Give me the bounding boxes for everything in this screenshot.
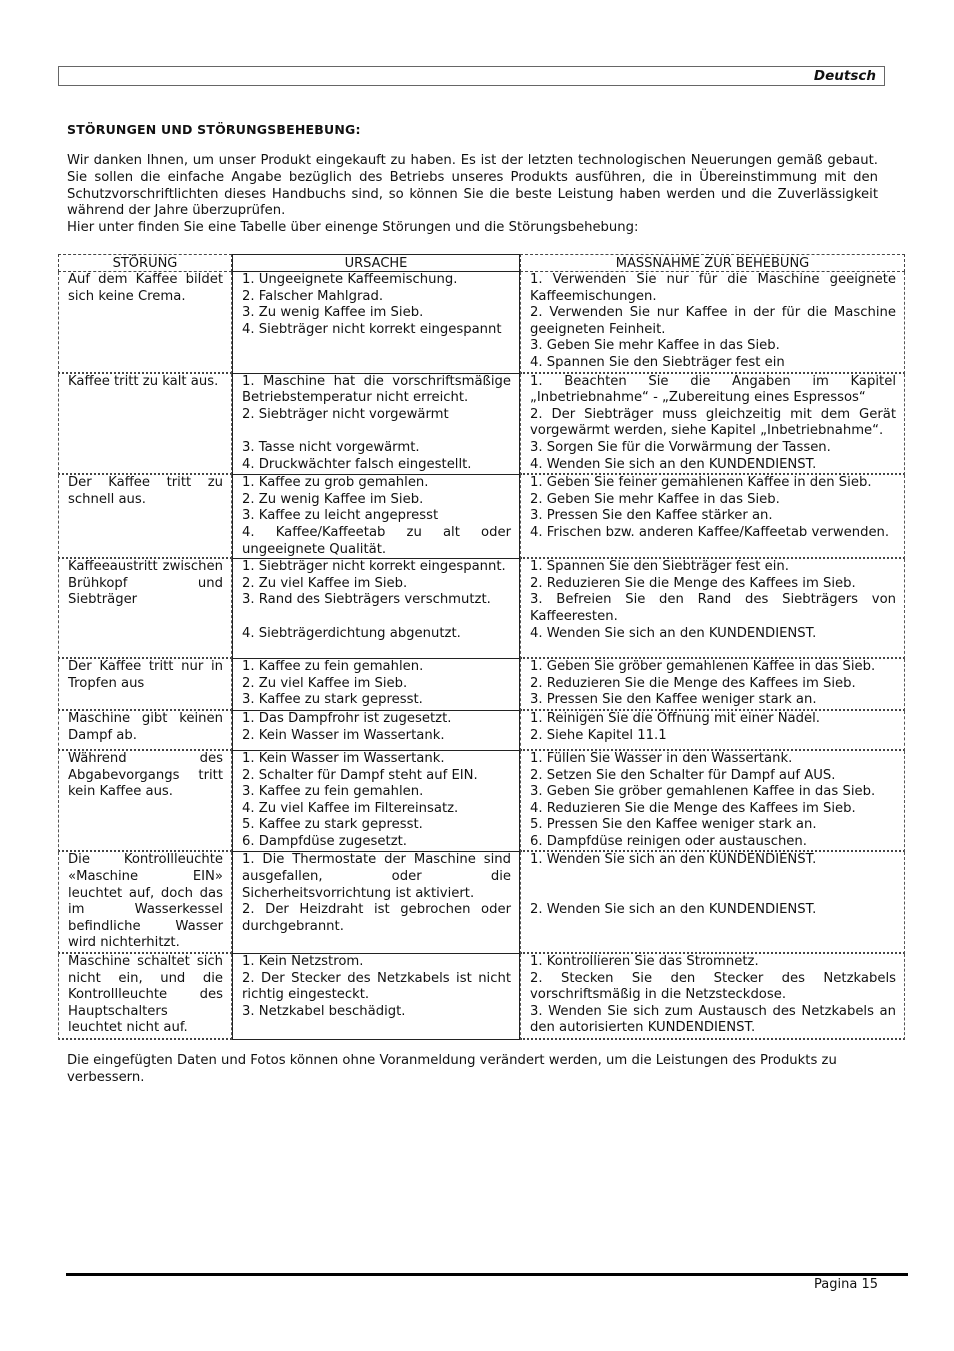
remedy-line: 1. Reinigen Sie die Öffnung mit einer Nadel. [530,710,820,726]
cause-line: 1. Kaffee zu fein gemahlen. [242,659,424,675]
remedy-line: 3. Befreien Sie den Rand des Siebträgers von Kaffeeresten. [530,592,896,624]
cause-line: 2. Der Stecker des Netzkabels ist nicht richtig eingesteckt. [242,970,511,1003]
cause-line: 1. Kaffee zu grob gemahlen. [242,475,429,491]
cause-line: 5. Kaffee zu stark gepresst. [242,817,423,833]
cause-line: 2. Zu wenig Kaffee im Sieb. [242,491,424,507]
cause-line: 2. Kein Wasser im Wassertank. [242,727,445,743]
cause-line: 3. Kaffee zu leicht angepresst [242,508,439,524]
table-row [58,272,905,374]
remedy-line: 3. Geben Sie gröber gemahlenen Kaffee in das Sieb. [530,784,876,800]
blank-line [242,423,511,440]
cause-line: 1. Maschine hat die vorschriftsmäßige Betriebstemperatur nicht erreicht. [242,373,511,406]
cause-line: 3. Rand des Siebträgers verschmutzt. [242,592,491,608]
remedy-cell [520,751,905,853]
remedy-line: 3. Pressen Sie den Kaffee stärker an. [530,508,773,524]
column-header-fault: STÖRUNG [58,254,232,272]
cause-line: 3. Kaffee zu stark gepresst. [242,692,423,708]
blank-line [242,609,511,626]
remedy-line: 2. Verwenden Sie nur Kaffee in der für die Maschine geeigneten Feinheit. [530,305,896,337]
table-row [58,751,905,853]
column-header-remedy: MASSNAHME ZUR BEHEBUNG [520,254,905,272]
remedy-cell [520,852,905,954]
remedy-line: 1. Geben Sie feiner gemahlenen Kaffee in den Sieb. [530,475,872,491]
column-header-cause: URSACHE [232,254,520,272]
remedy-line: 6. Dampfdüse reinigen oder austauschen. [530,833,807,849]
fault-cell: Der Kaffee tritt zu schnell aus. [58,475,232,559]
table-row [58,559,905,659]
cause-line: 4. Kaffee/Kaffeetab zu alt oder ungeeignete Qualität. [242,524,511,557]
remedy-line: 4. Reduzieren Sie die Menge des Kaffees im Sieb. [530,800,856,816]
table-row [58,374,905,476]
cause-cell [232,374,520,476]
remedy-line: 1. Wenden Sie sich an den KUNDENDIENST. [530,852,817,868]
fault-cell: Kaffee tritt zu kalt aus. [58,374,232,476]
intro-text [67,153,878,237]
table-intro: Hier unter finden Sie eine Tabelle über einenge Störungen und die Störungsbehebung: [67,220,639,236]
cause-line: 4. Siebträger nicht korrekt eingespannt [242,321,502,337]
remedy-line: 4. Spannen Sie den Siebträger fest ein [530,354,785,370]
remedy-line: 5. Pressen Sie den Kaffee weniger stark an. [530,817,817,833]
cause-line: 2. Der Heizdraht ist gebrochen oder durchgebrannt. [242,902,511,934]
cause-cell [232,954,520,1040]
cause-line: 2. Schalter für Dampf steht auf EIN. [242,767,478,783]
remedy-cell [520,711,905,751]
remedy-line: 4. Wenden Sie sich an den KUNDENDIENST. [530,625,817,641]
cause-cell [232,711,520,751]
remedy-cell [520,659,905,711]
footer-rule [66,1273,908,1276]
cause-line: 1. Ungeeignete Kaffeemischung. [242,272,458,287]
cause-line: 1. Das Dampfrohr ist zugesetzt. [242,710,452,726]
remedy-cell [520,272,905,374]
troubleshooting-table [58,254,905,1040]
cause-line: 4. Siebträgerdichtung abgenutzt. [242,625,461,641]
remedy-line: 2. Reduzieren Sie die Menge des Kaffees im Sieb. [530,575,856,591]
cause-line: 6. Dampfdüse zugesetzt. [242,833,407,849]
cause-line: 3. Tasse nicht vorgewärmt. [242,439,420,455]
table-row [58,852,905,954]
cause-line: 1. Kein Netzstrom. [242,954,364,970]
table-row [58,954,905,1040]
cause-cell [232,852,520,954]
remedy-line: 4. Frischen bzw. anderen Kaffee/Kaffeetab verwenden. [530,524,890,540]
cause-cell [232,559,520,659]
disclaimer-note: Die eingefügten Daten und Fotos können ohne Voranmeldung verändert werden, um die Leistungen des Produkts zu verbessern. [67,1053,837,1085]
cause-line: 2. Zu viel Kaffee im Sieb. [242,575,408,591]
remedy-line: 1. Verwenden Sie nur für die Maschine geeignete Kaffeemischungen. [530,272,896,304]
remedy-line: 3. Pressen Sie den Kaffee weniger stark an. [530,692,817,708]
language-header [58,66,885,86]
table-row [58,659,905,711]
fault-cell: Die Kontrollleuchte «Maschine EIN» leuchtet auf, doch das im Wasserkessel befindliche Wasser wird nichterhitzt. [58,852,232,954]
remedy-cell [520,475,905,559]
remedy-line: 1. Füllen Sie Wasser in den Wassertank. [530,750,793,766]
remedy-line: 3. Sorgen Sie für die Vorwärmung der Tassen. [530,439,831,455]
remedy-line: 1. Geben Sie gröber gemahlenen Kaffee in das Sieb. [530,659,876,675]
cause-line: 2. Siebträger nicht vorgewärmt [242,406,449,422]
cause-line: 2. Zu viel Kaffee im Sieb. [242,675,408,691]
remedy-line: 2. Reduzieren Sie die Menge des Kaffees im Sieb. [530,675,856,691]
fault-cell: Auf dem Kaffee bildet sich keine Crema. [58,272,232,374]
language-label: Deutsch [813,68,876,84]
cause-line: 4. Druckwächter falsch eingestellt. [242,456,472,472]
remedy-cell [520,374,905,476]
cause-cell [232,659,520,711]
cause-line: 4. Zu viel Kaffee im Filtereinsatz. [242,800,459,816]
remedy-line: 2. Siehe Kapitel 11.1 [530,727,667,743]
remedy-line: 4. Wenden Sie sich an den KUNDENDIENST. [530,456,817,472]
fault-cell: Während des Abgabevorgangs tritt kein Kaffee aus. [58,751,232,853]
fault-cell: Maschine schaltet sich nicht ein, und die Kontrollleuchte des Hauptschalters leuchtet nicht auf. [58,954,232,1040]
intro-paragraph: Wir danken Ihnen, um unser Produkt eingekauft zu haben. Es ist der letzten technologischen Neuerungen gemäß gebaut. Sie sollen die einfache Angabe bezüglich des Betriebs unseres Produkts ausführen, die in Übereinstimmung mit den Schutzvorschriftlichten dieses Handbuchs sind, so können Sie die beste Leistung haben werden und die Zuverlässigkeit während der Jahre überzuprüfen. [67,153,878,219]
blank-line [530,869,896,886]
cause-cell [232,475,520,559]
remedy-line: 2. Wenden Sie sich an den KUNDENDIENST. [530,902,817,918]
cause-cell [232,272,520,374]
table-header-row [58,254,905,272]
remedy-line: 1. Spannen Sie den Siebträger fest ein. [530,559,789,575]
fault-cell: Kaffeeaustritt zwischen Brühkopf und Siebträger [58,559,232,659]
remedy-line: 3. Geben Sie mehr Kaffee in das Sieb. [530,338,780,354]
cause-line: 1. Kein Wasser im Wassertank. [242,750,445,766]
remedy-line: 2. Geben Sie mehr Kaffee in das Sieb. [530,491,780,507]
cause-line: 3. Kaffee zu fein gemahlen. [242,784,424,800]
fault-cell: Maschine gibt keinen Dampf ab. [58,711,232,751]
remedy-line: 1. Beachten Sie die Angaben im Kapitel „Inbetriebnahme“ - „Zubereitung eines Espressos“ [530,373,896,406]
cause-line: 2. Falscher Mahlgrad. [242,288,384,304]
cause-line: 3. Zu wenig Kaffee im Sieb. [242,305,424,321]
table-row [58,711,905,751]
remedy-cell [520,954,905,1040]
remedy-line: 3. Wenden Sie sich zum Austausch des Netzkabels an den autorisierten KUNDENDIENST. [530,1003,896,1036]
cause-line: 1. Siebträger nicht korrekt eingespannt. [242,559,506,575]
section-heading: STÖRUNGEN UND STÖRUNGSBEHEBUNG: [67,122,361,137]
blank-line [530,886,896,903]
cause-line: 1. Die Thermostate der Maschine sind ausgefallen, oder die Sicherheitsvorrichtung ist aktiviert. [242,852,511,901]
table-row [58,475,905,559]
fault-cell: Der Kaffee tritt nur in Tropfen aus [58,659,232,711]
remedy-line: 2. Stecken Sie den Stecker des Netzkabels vorschriftsmäßig in die Netzsteckdose. [530,970,896,1003]
remedy-line: 2. Der Siebträger muss gleichzeitig mit dem Gerät vorgewärmt werden, siehe Kapitel „Inbetriebnahme“. [530,406,896,439]
page-number: Pagina 15 [814,1277,878,1292]
remedy-cell [520,559,905,659]
remedy-line: 1. Kontrollieren Sie das Stromnetz. [530,954,759,970]
cause-cell [232,751,520,853]
remedy-line: 2. Setzen Sie den Schalter für Dampf auf AUS. [530,767,836,783]
cause-line: 3. Netzkabel beschädigt. [242,1003,406,1019]
